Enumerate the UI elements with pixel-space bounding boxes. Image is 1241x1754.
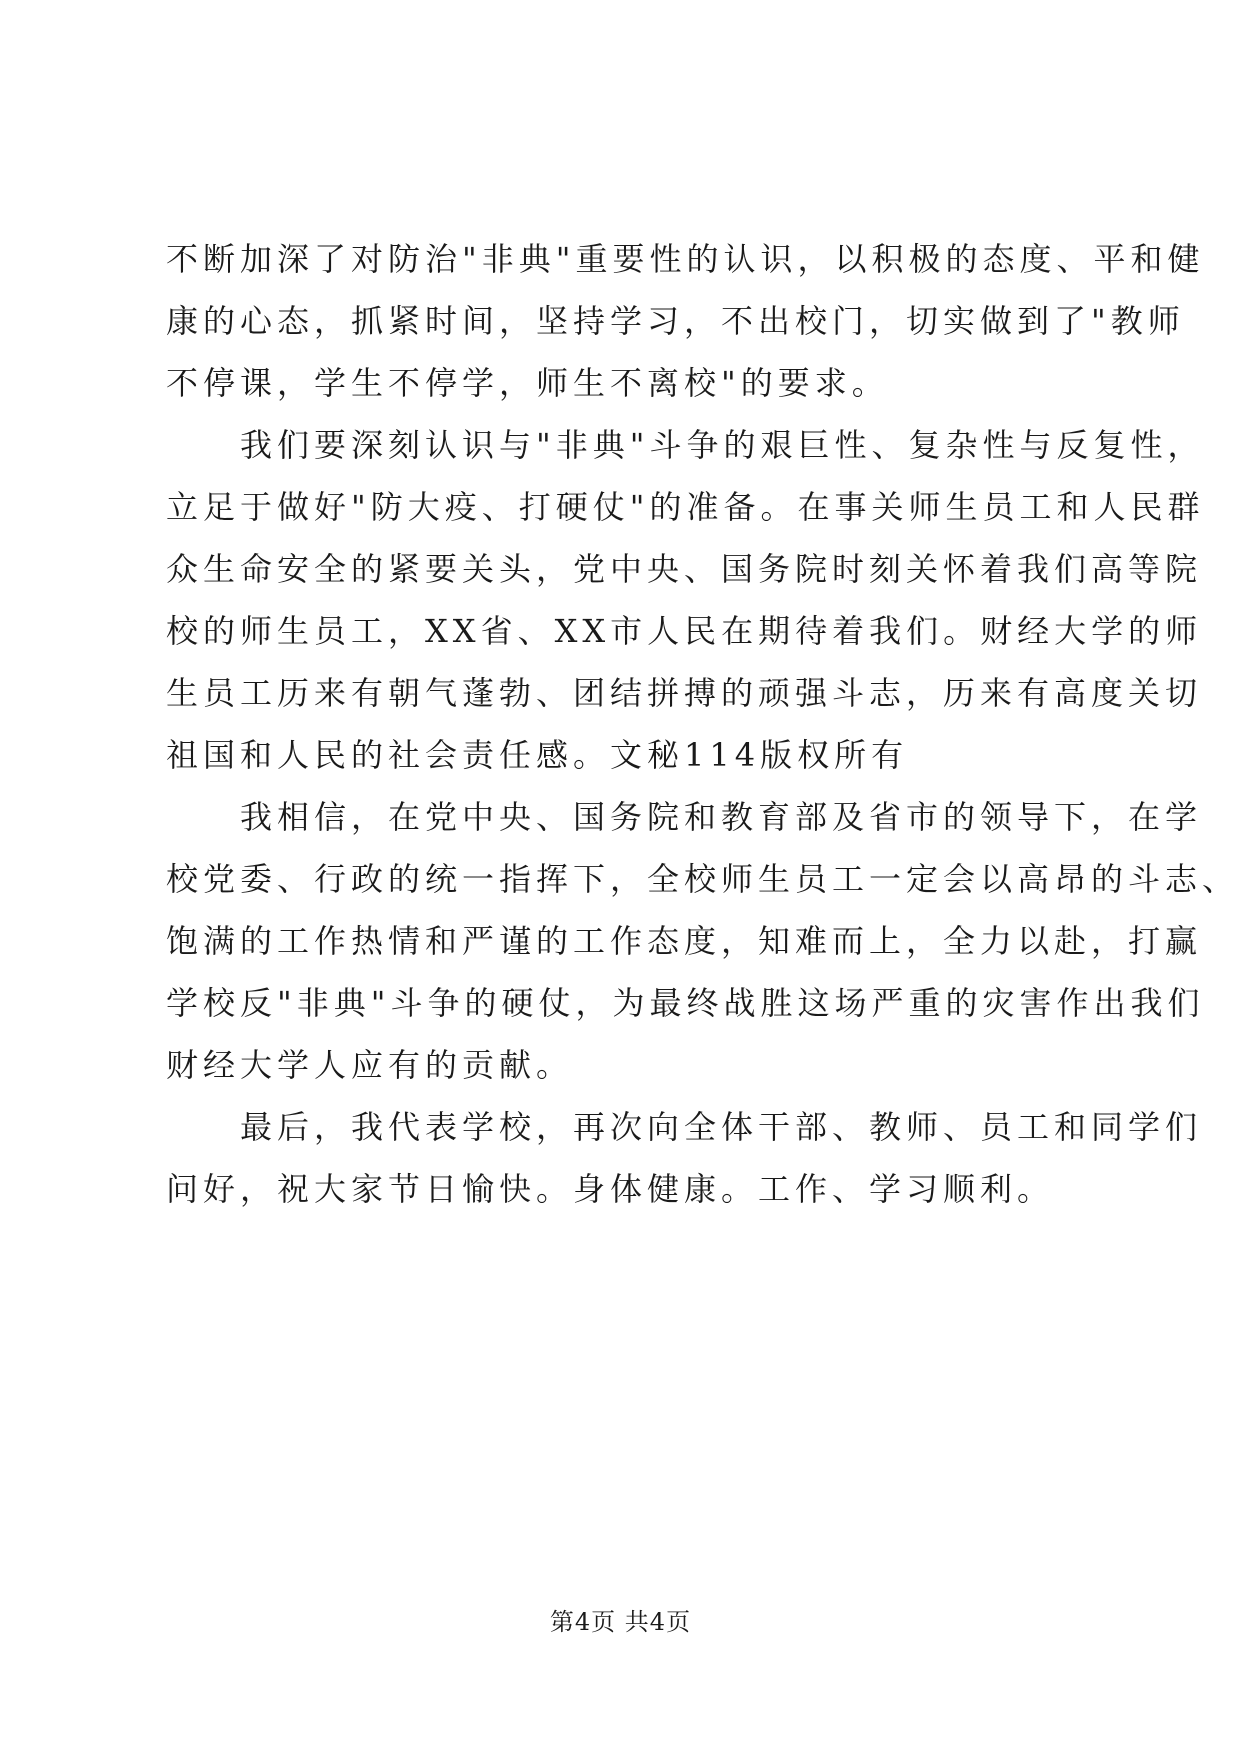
text-line: 康的心态，抓紧时间，坚持学习，不出校门，切实做到了"教师 [166,302,1185,340]
text-line: 最后，我代表学校，再次向全体干部、教师、员工和同学们 [240,1108,1203,1146]
text-line: 祖国和人民的社会责任感。文秘114版权所有 [166,736,909,774]
text-line: 我相信，在党中央、国务院和教育部及省市的领导下，在学 [240,798,1203,836]
text-line: 不断加深了对防治"非典"重要性的认识，以积极的态度、平和健 [166,240,1205,278]
text-line: 学校反"非典"斗争的硬仗，为最终战胜这场严重的灾害作出我们 [166,984,1205,1022]
paragraph [166,414,1205,786]
text-line: 立足于做好"防大疫、打硬仗"的准备。在事关师生员工和人民群 [166,488,1205,526]
paragraph [166,228,1205,414]
paragraph [166,1096,1203,1220]
text-line: 我们要深刻认识与"非典"斗争的艰巨性、复杂性与反复性， [240,426,1205,464]
text-line: 问好，祝大家节日愉快。身体健康。工作、学习顺利。 [166,1170,1055,1208]
text-line: 校的师生员工，XX省、XX市人民在期待着我们。财经大学的师 [166,612,1203,650]
page-number-footer: 第4页 共4页 [549,1608,692,1636]
text-line: 校党委、行政的统一指挥下，全校师生员工一定会以高昂的斗志、 [166,860,1240,898]
text-line: 不停课，学生不停学，师生不离校"的要求。 [166,364,889,402]
text-line: 众生命安全的紧要关头，党中央、国务院时刻关怀着我们高等院 [166,550,1203,588]
text-line: 财经大学人应有的贡献。 [166,1046,574,1084]
text-line: 饱满的工作热情和严谨的工作态度，知难而上，全力以赴，打赢 [166,922,1203,960]
text-line: 生员工历来有朝气蓬勃、团结拼搏的顽强斗志，历来有高度关切 [166,674,1203,712]
document-body [166,228,1240,1220]
paragraph [166,786,1240,1096]
